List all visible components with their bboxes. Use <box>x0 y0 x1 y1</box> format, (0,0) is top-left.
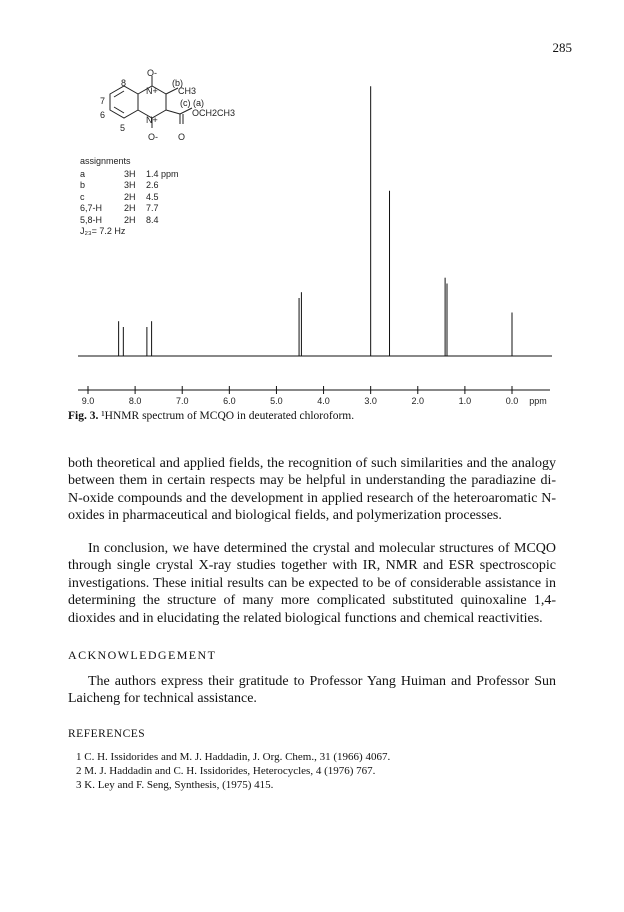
figure-caption <box>68 410 354 422</box>
x-tick-label: 1.0 <box>458 396 472 406</box>
nmr-spectrum <box>60 56 570 408</box>
assignment-h: 2H <box>124 203 136 213</box>
x-tick-label: 0.0 <box>505 396 519 406</box>
assignment-ppm: 8.4 <box>146 214 159 225</box>
x-tick-label: 9.0 <box>81 396 95 406</box>
assignment-h: 3H <box>124 168 136 179</box>
x-tick-label: 6.0 <box>223 396 236 406</box>
references-list <box>76 750 390 792</box>
x-tick-label: 5.0 <box>270 396 283 406</box>
label-pos7: 7 <box>100 96 106 106</box>
assignment-label: a <box>80 168 86 179</box>
label-pos8: 8 <box>121 78 127 88</box>
x-tick-label: 2.0 <box>411 396 425 406</box>
coupling-constant: J₂₃= 7.2 Hz <box>80 226 126 236</box>
assignment-label: c <box>80 191 85 202</box>
label-b-group: (b) <box>172 78 183 88</box>
body-paragraph-2: In conclusion, we have determined the crystal and molecular structures of MCQO through single crystal X-ray studies together with IR, NMR and ESR spectroscopic investigations. These initial results can be expected to be of considerable assistance in determining the structure of many more complicated substituted quinoxaline 1,4-dioxides and in elucidating the related biological functions and chemical reactivities. <box>68 541 556 626</box>
assignment-h: 2H <box>124 214 136 225</box>
assignment-ppm: 4.5 <box>146 191 159 202</box>
label-carbonyl-o: O <box>178 132 186 142</box>
label-pos5: 5 <box>120 123 126 133</box>
assignment-ppm: 7.7 <box>146 203 159 213</box>
acknowledgement-text: The authors express their gratitude to Professor Yang Huiman and Professor Sun Laicheng for technical assistance. <box>68 674 556 707</box>
reference-item: 1 C. H. Issidorides and M. J. Haddadin, J. Org. Chem., 31 (1966) 4067. <box>76 751 391 763</box>
assignment-h: 3H <box>124 180 136 190</box>
references-heading: REFERENCES <box>68 728 146 740</box>
label-o-bottom: O- <box>148 132 158 142</box>
label-ch3: CH3 <box>178 86 197 96</box>
label-c-a-groups: (c) (a) <box>180 98 204 108</box>
x-tick-label: 7.0 <box>175 396 189 406</box>
assignments-title: assignments <box>80 156 131 166</box>
assignment-ppm: 1.4 ppm <box>146 168 179 179</box>
label-n-plus-top: N+ <box>146 86 158 96</box>
label-pos6: 6 <box>100 110 106 120</box>
assignment-label: 6,7-H <box>80 203 103 213</box>
label-ester: OCH2CH3 <box>192 108 236 118</box>
assignment-label: 5,8-H <box>80 214 103 225</box>
figure-caption-text: ¹HNMR spectrum of MCQO in deuterated chloroform. <box>98 410 355 422</box>
reference-item: 3 K. Ley and F. Seng, Synthesis, (1975) 415. <box>76 779 274 791</box>
page-number: 285 <box>552 40 572 55</box>
assignment-h: 2H <box>124 191 136 202</box>
reference-item: 2 M. J. Haddadin and C. H. Issidorides, Heterocycles, 4 (1976) 767. <box>76 765 376 777</box>
label-n-plus-bottom: N+ <box>146 115 158 125</box>
x-tick-label: 3.0 <box>364 396 377 406</box>
x-axis-unit: ppm <box>529 396 547 406</box>
acknowledgement-heading: ACKNOWLEDGEMENT <box>68 648 217 662</box>
body-paragraph-1: both theoretical and applied fields, the recognition of such similarities and the analogy between them in certain respects may be helpful in understanding the paradiazine di-N-oxide compounds and the development in applied research of the heteroaromatic N-oxides in pharmaceutical and biological fields, and polymerization processes. <box>68 456 556 524</box>
x-tick-label: 4.0 <box>317 396 330 406</box>
figure-label: Fig. 3. <box>68 410 99 422</box>
x-tick-label: 8.0 <box>128 396 142 406</box>
assignment-label: b <box>80 180 86 190</box>
assignment-ppm: 2.6 <box>146 180 159 190</box>
label-o-top: O- <box>147 68 157 78</box>
